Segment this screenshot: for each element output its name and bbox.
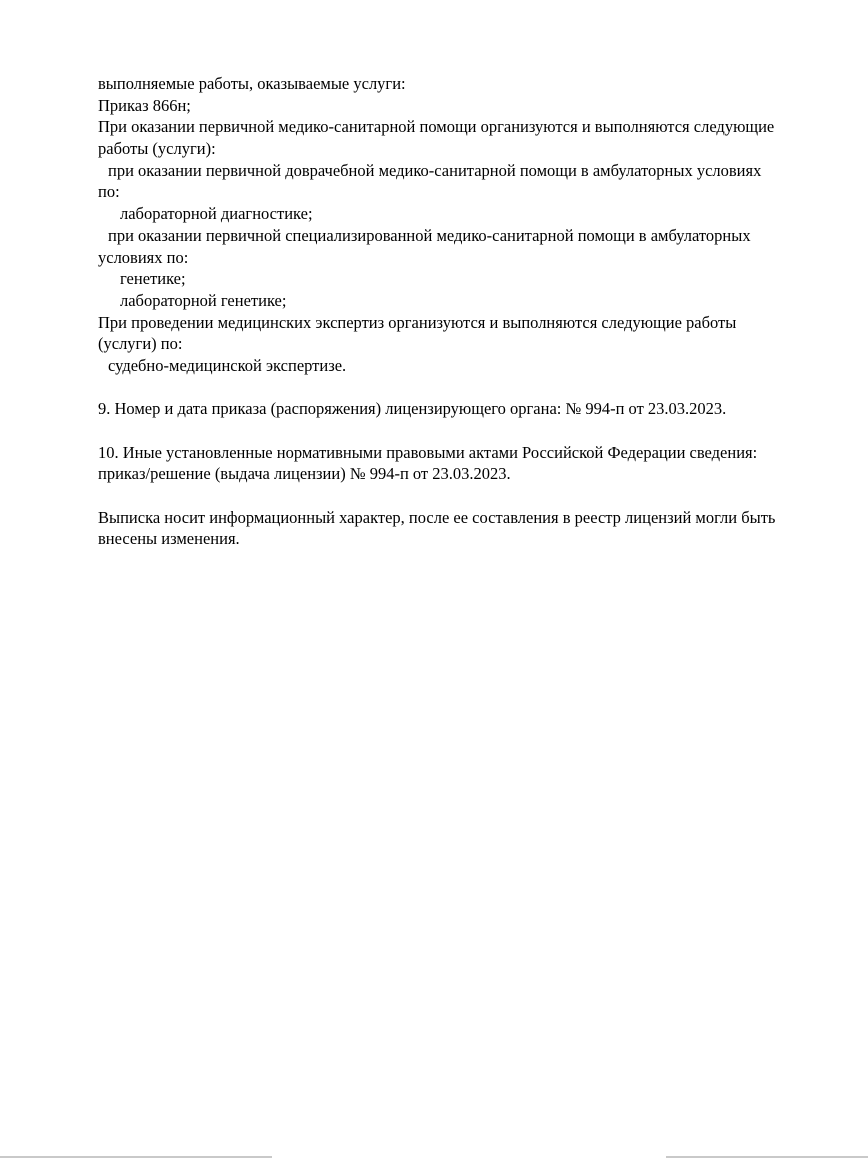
page-break-rule-right bbox=[666, 1156, 868, 1158]
document-text bbox=[98, 73, 838, 550]
text-line: лабораторной диагностике; bbox=[120, 204, 313, 224]
text-line: условиях по: bbox=[98, 247, 189, 267]
page-break-rule-left bbox=[0, 1156, 272, 1158]
text-line: (услуги) по: bbox=[98, 334, 183, 354]
text-line: при оказании первичной специализированной медико-санитарной помощи в амбулаторных bbox=[108, 225, 751, 245]
text-line: При оказании первичной медико-санитарной помощи организуются и выполняются следующие bbox=[98, 117, 775, 137]
text-line bbox=[98, 420, 838, 442]
text-line: 9. Номер и дата приказа (распоряжения) лицензирующего органа: № 994-п от 23.03.2023. bbox=[98, 399, 727, 419]
text-line: приказ/решение (выдача лицензии) № 994-п от 23.03.2023. bbox=[98, 464, 511, 484]
text-line: 10. Иные установленные нормативными правовыми актами Российской Федерации сведения: bbox=[98, 442, 758, 462]
text-line: при оказании первичной доврачебной медико-санитарной помощи в амбулаторных условиях bbox=[108, 160, 762, 180]
text-line: генетике; bbox=[120, 269, 186, 289]
text-line bbox=[98, 377, 838, 399]
text-line: лабораторной генетике; bbox=[120, 290, 287, 310]
text-line: При проведении медицинских экспертиз организуются и выполняются следующие работы bbox=[98, 312, 737, 332]
text-line bbox=[98, 485, 838, 507]
text-line: судебно-медицинской экспертизе. bbox=[108, 355, 347, 375]
text-line: Выписка носит информационный характер, после ее составления в реестр лицензий могли быть bbox=[98, 507, 776, 527]
text-line: по: bbox=[98, 182, 120, 202]
text-line: Приказ 866н; bbox=[98, 95, 191, 115]
text-line: работы (услуги): bbox=[98, 139, 216, 159]
text-line: внесены изменения. bbox=[98, 529, 240, 549]
text-line: выполняемые работы, оказываемые услуги: bbox=[98, 74, 406, 93]
